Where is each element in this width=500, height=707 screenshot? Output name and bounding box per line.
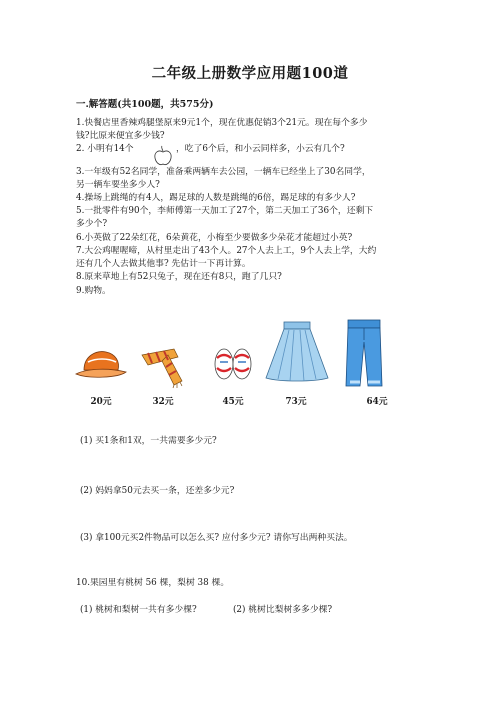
question-10-sub1: (1) 桃树和梨树一共有多少棵? bbox=[80, 605, 197, 615]
question-1-line1: 1.快餐店里香辣鸡腿堡原来9元1个，现在优惠促销3个21元。现在每个多少 bbox=[76, 118, 368, 128]
page-title: 二年级上册数学应用题100道 bbox=[151, 65, 349, 82]
price-scarf: 32元 bbox=[152, 397, 174, 407]
scarf-icon bbox=[138, 345, 188, 389]
question-7-line2: 还有几个人去做其他事? 先估计一下再计算。 bbox=[76, 259, 251, 269]
question-6: 6.小英做了22朵红花，6朵黄花，小梅至少要做多少朵花才能超过小英? bbox=[76, 233, 353, 243]
question-10: 10.果园里有桃树 56 棵，梨树 38 棵。 bbox=[76, 578, 230, 588]
price-jeans: 64元 bbox=[366, 397, 388, 407]
question-2-part2: ，吃了6个后，和小云同样多，小云有几个? bbox=[176, 144, 345, 154]
jeans-icon bbox=[344, 318, 384, 390]
question-3-line1: 3.一年级有52名同学，准备乘两辆车去公园，一辆车已经坐上了30名同学， bbox=[76, 167, 371, 177]
question-7-line1: 7.大公鸡喔喔啼，从村里走出了43个人。27个人去上工，9个人去上学，大约 bbox=[76, 246, 377, 256]
price-shoes: 45元 bbox=[222, 397, 244, 407]
question-5-line2: 多少个? bbox=[76, 219, 108, 229]
question-3-line2: 另一辆车要坐多少人? bbox=[76, 180, 160, 190]
question-9: 9.购物。 bbox=[76, 286, 111, 296]
price-hat: 20元 bbox=[90, 397, 112, 407]
section-heading: 一.解答题(共100题，共575分) bbox=[76, 99, 214, 110]
hat-icon bbox=[74, 348, 128, 382]
question-5-line1: 5.一批零件有90个，李师傅第一天加工了27个，第二天加工了36个，还剩下 bbox=[76, 206, 374, 216]
question-10-sub2: (2) 桃树比梨树多多少棵? bbox=[233, 605, 333, 615]
question-8: 8.原来草地上有52只兔子，现在还有8只，跑了几只? bbox=[76, 272, 282, 282]
apple-icon bbox=[152, 145, 174, 167]
subquestion-1: (1) 买1条和1双，一共需要多少元? bbox=[80, 436, 217, 446]
price-skirt: 73元 bbox=[285, 397, 307, 407]
question-1-line2: 钱?比原来便宜多少钱? bbox=[76, 131, 165, 141]
subquestion-2: (2) 妈妈拿50元去买一条，还差多少元? bbox=[80, 486, 235, 496]
subquestion-3: (3) 拿100元买2件物品可以怎么买? 应付多少元? 请你写出两种买法。 bbox=[80, 533, 353, 543]
skirt-icon bbox=[264, 320, 330, 384]
question-4: 4.操场上跳绳的有4人，踢足球的人数是跳绳的6倍，踢足球的有多少人? bbox=[76, 193, 356, 203]
shoes-icon bbox=[212, 346, 254, 382]
question-2-part1: 2. 小明有14个 bbox=[76, 144, 134, 154]
